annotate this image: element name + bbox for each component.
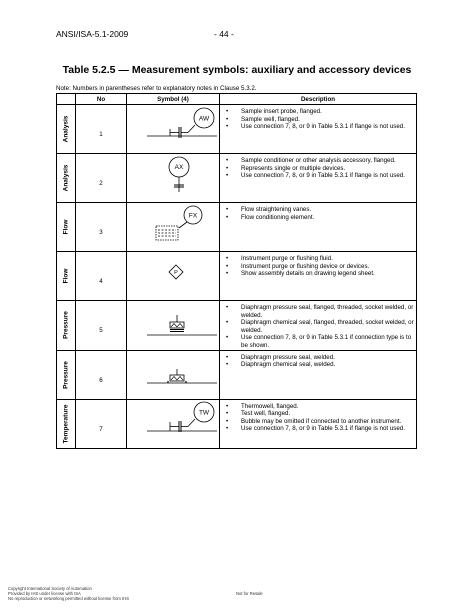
description-item: • Use connection 7, 8, or 9 in Table 5.3.1 if connection type is to be shown. xyxy=(226,334,414,349)
category-label: Flow xyxy=(62,219,70,235)
description-item: • Diaphragm chemical seal, welded. xyxy=(226,361,414,369)
description-item: • Diaphragm pressure seal, flanged, threaded, socket welded, or welded. xyxy=(226,304,414,319)
description-item: • Diaphragm chemical seal, flanged, threaded, socket welded, or welded. xyxy=(226,319,414,334)
sample-probe-symbol xyxy=(127,105,219,148)
description-item: • Sample well, flanged. xyxy=(226,116,414,124)
row-number: 1 xyxy=(76,105,127,154)
table-row xyxy=(57,105,417,154)
copyright-line: Copyright International Society of Automation xyxy=(8,586,92,591)
row-number: 5 xyxy=(76,301,127,351)
tag-label: AW xyxy=(198,115,210,123)
description-item: • Instrument purge or flushing device or devices. xyxy=(226,263,414,271)
row-number: 2 xyxy=(76,154,127,203)
reproduction-line: No reproduction or networking permitted without license from IHS xyxy=(8,596,130,601)
symbol-column-header: Symbol (4) xyxy=(127,94,220,105)
copyright-footer xyxy=(8,586,129,601)
category-column-header xyxy=(57,94,76,105)
category-label: Pressure xyxy=(62,311,70,340)
table-header-row xyxy=(57,94,417,105)
description-item: • Show assembly details on drawing legend sheet. xyxy=(226,270,414,278)
row-number: 7 xyxy=(76,399,127,448)
not-for-resale-footer: Not for Resale xyxy=(236,591,263,596)
description-column-header: Description xyxy=(220,94,417,105)
description-item: • Sample insert probe, flanged. xyxy=(226,108,414,116)
description-item: • Diaphragm pressure seal, welded. xyxy=(226,354,414,362)
table-row xyxy=(57,252,417,301)
description-item: • Instrument purge or flushing fluid. xyxy=(226,255,414,263)
description-item: • Flow straightening vanes. xyxy=(226,206,414,214)
purge-symbol xyxy=(127,252,219,295)
flow-straightener-symbol xyxy=(127,203,219,246)
description-item: • Sample conditioner or other analysis accessory, flanged. xyxy=(226,157,414,165)
thermowell-symbol xyxy=(127,400,219,443)
table-note: Note: Numbers in parentheses refer to explanatory notes in Clause 5.3.2. xyxy=(56,85,257,92)
description-item: • Thermowell, flanged. xyxy=(226,403,414,411)
tag-label: P xyxy=(174,270,178,276)
description-item: • Represents single or multiple devices. xyxy=(226,165,414,173)
category-label: Analysis xyxy=(62,115,70,143)
table-title: Table 5.2.5 — Measurement symbols: auxiliary and accessory devices xyxy=(62,64,412,76)
diaphragm-seal-welded-symbol xyxy=(127,351,219,394)
category-label: Temperature xyxy=(62,404,70,444)
tag-label: AX xyxy=(174,164,184,171)
description-item: • Bubble may be omitted if connected to another instrument. xyxy=(226,418,414,426)
sample-conditioner-symbol xyxy=(127,154,219,197)
description-item: • Test well, flanged. xyxy=(226,410,414,418)
table-row xyxy=(57,203,417,252)
symbols-table xyxy=(56,93,417,449)
row-number: 4 xyxy=(76,252,127,301)
diaphragm-seal-flanged-symbol xyxy=(127,301,219,344)
table-row xyxy=(57,154,417,203)
license-line: Provided by IHS under license with ISA xyxy=(8,591,81,596)
table-row xyxy=(57,301,417,351)
description-item: • Use connection 7, 8, or 9 in Table 5.3.1 if flange is not used. xyxy=(226,172,414,180)
document-id: ANSI/ISA-5.1-2009 xyxy=(56,29,129,39)
category-label: Analysis xyxy=(62,164,70,192)
category-label: Flow xyxy=(62,268,70,284)
description-item: • Use connection 7, 8, or 9 in Table 5.3.1 if flange is not used. xyxy=(226,425,414,433)
category-label: Pressure xyxy=(62,360,70,389)
description-item: • Use connection 7, 8, or 9 in Table 5.3.1 if flange is not used. xyxy=(226,123,414,131)
row-number: 6 xyxy=(76,350,127,399)
table-row xyxy=(57,350,417,399)
table-row xyxy=(57,399,417,448)
tag-label: TW xyxy=(198,409,210,417)
row-number: 3 xyxy=(76,203,127,252)
no-column-header: No xyxy=(76,94,127,105)
page-number: - 44 - xyxy=(214,29,234,39)
tag-label: FX xyxy=(188,212,198,220)
description-item: • Flow conditioning element. xyxy=(226,214,414,222)
